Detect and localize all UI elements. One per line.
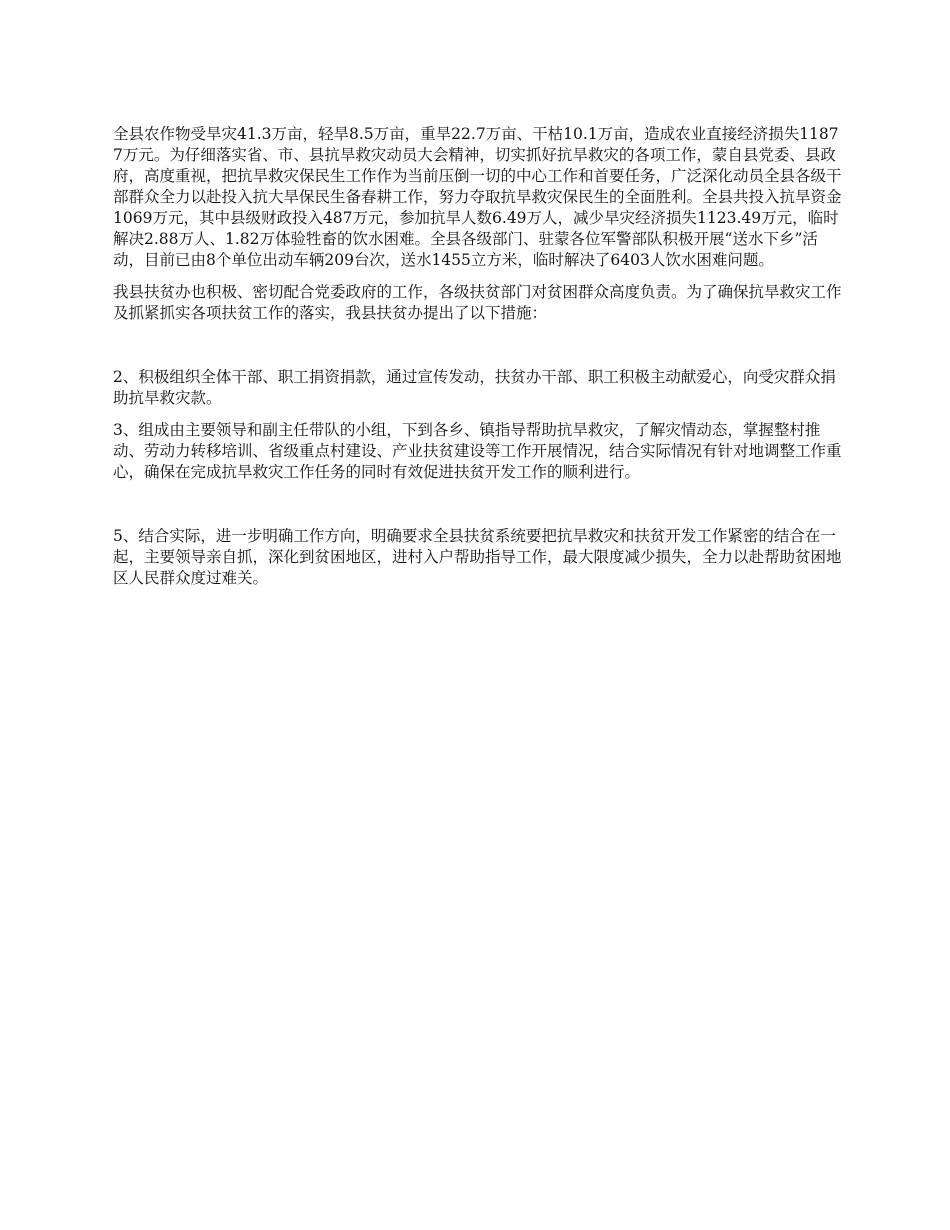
paragraph-poverty-office-intro: 我县扶贫办也积极、密切配合党委政府的工作，各级扶贫部门对贫困群众高度负责。为了确保抗旱救灾工作及抓紧抓实各项扶贫工作的落实，我县扶贫办提出了以下措施： (113, 283, 842, 322)
paragraph-measure-3: 3、组成由主要领导和副主任带队的小组，下到各乡、镇指导帮助抗旱救灾，了解灾情动态，掌握整村推动、劳动力转移培训、省级重点村建设、产业扶贫建设等工作开展情况，结合实际情况有针对地调整工作重心，确保在完成抗旱救灾工作任务的同时有效促进扶贫开发工作的顺利进行。 (113, 421, 842, 481)
paragraph-measure-5: 5、结合实际，进一步明确工作方向，明确要求全县扶贫系统要把抗旱救灾和扶贫开发工作紧密的结合在一起，主要领导亲自抓，深化到贫困地区，进村入户帮助指导工作，最大限度减少损失，全力以赴帮助贫困地区人民群众度过难关。 (113, 527, 842, 587)
blank-space (113, 335, 843, 367)
document-body (113, 124, 843, 600)
paragraph-measure-2: 2、积极组织全体干部、职工捐资捐款，通过宣传发动，扶贫办干部、职工积极主动献爱心，向受灾群众捐助抗旱救灾款。 (113, 368, 836, 407)
blank-space (113, 494, 843, 526)
paragraph-drought-summary: 全县农作物受旱灾41.3万亩，轻旱8.5万亩，重旱22.7万亩、干枯10.1万亩，造成农业直接经济损失11877万元。为仔细落实省、市、县抗旱救灾动员大会精神，切实抓好抗旱救灾的各项工作，蒙自县党委、县政府，高度重视，把抗旱救灾保民生工作作为当前压倒一切的中心工作和首要任务，广泛深化动员全县各级干部群众全力以赴投入抗大旱保民生备春耕工作，努力夺取抗旱救灾保民生的全面胜利。全县共投入抗旱资金1069万元，其中县级财政投入487万元，参加抗旱人数6.49万人，减少旱灾经济损失1123.49万元，临时解决2.88万人、1.82万体验牲畜的饮水困难。全县各级部门、驻蒙各位军警部队积极开展“送水下乡”活动，目前已由8个单位出动车辆209台次，送水1455立方米，临时解决了6403人饮水困难问题。 (113, 125, 842, 269)
